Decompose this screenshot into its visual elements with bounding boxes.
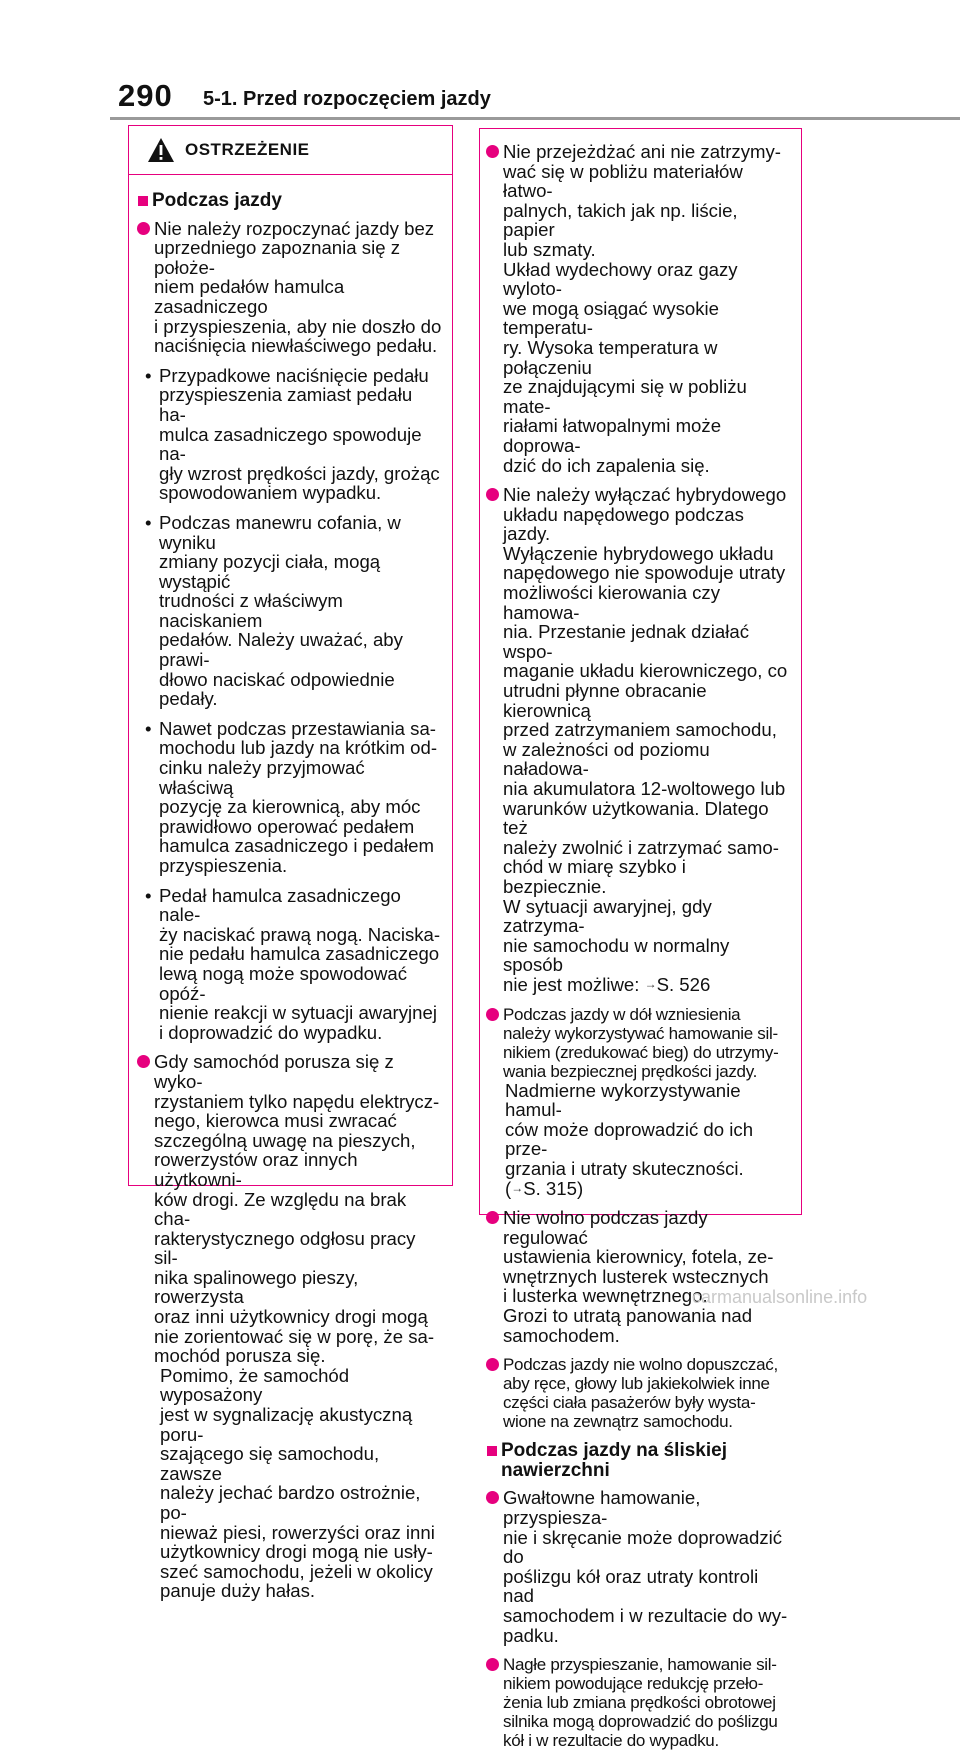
square-marker-icon — [487, 1446, 497, 1456]
bullet-dot-icon — [486, 1658, 499, 1671]
bullet-dot-icon — [486, 1358, 499, 1371]
list-item — [486, 1208, 793, 1345]
square-marker-icon — [138, 196, 148, 206]
list-item — [486, 485, 793, 994]
list-item — [137, 219, 444, 356]
list-item-text: Gwałtowne hamowanie, przyspiesza- nie i skręcanie może doprowadzić do poślizgu kół oraz utraty kontroli nad samochodem i w rezultacie do wy- padku. — [503, 1487, 788, 1646]
list-item-text: Nie wolno podczas jazdy regulować ustawienia kierownicy, fotela, ze- wnętrznych lusterek wstecznych i lusterka wewnętrznego. — [503, 1207, 774, 1307]
page-reference-link[interactable]: S. 315) — [523, 1177, 584, 1199]
sub-list-item-text: Pedał hamulca zasadniczego nale- ży naciskać prawą nogą. Naciska- nie pedału hamulca zasadniczego lewą nogą może spowodować opóź- nienie reakcji w sytuacji awaryjnej i doprowadzić do wypadku. — [159, 884, 441, 1043]
warning-triangle-icon — [147, 137, 175, 163]
page-reference — [505, 1179, 793, 1199]
watermark: carmanualsonline.info — [692, 1287, 868, 1307]
bullet-dot-icon — [137, 1055, 150, 1068]
bullet-dot-icon — [137, 222, 150, 235]
sub-list-item — [145, 719, 444, 876]
section-title: 5-1. Przed rozpoczęciem jazdy — [203, 88, 491, 110]
list-item-text: Podczas jazdy nie wolno dopuszczać, aby ręce, głowy lub jakiekolwiek inne części ciała pasażerów były wysta- wione na zewnątrz samochodu. — [503, 1355, 778, 1432]
sub-list-item-text: Przypadkowe naciśnięcie pedału przyspieszenia zamiast pedału ha- mulca zasadniczego spowoduje na- gły wzrost prędkości jazdy, grożąc spowodowaniem wypadku. — [159, 364, 440, 504]
warning-title: OSTRZEŻENIE — [185, 140, 310, 160]
list-item-text: Nie przejeżdżać ani nie zatrzymy- wać się w pobliżu materiałów łatwo- palnych, takich jak np. liście, papier lub szmaty. Układ wydechowy oraz gazy wyloto- we mogą osiągać wysokie temperatu- ry. Wysoka temperatura w połączeniu ze znajdującymi się w pobliżu mate- riałami łatwopalnymi może doprowa- dzić do ich zapalenia się. — [503, 141, 781, 476]
list-item-text: Gdy samochód porusza się z wyko- rzystaniem tylko napędu elektrycz- nego, kierowca musi zwracać szczególną uwagę na pieszych, rowerzystów oraz innych użytkowni- ków drogi. Ze względu na brak cha- rakterystycznego odgłosu pracy sil- nika spalinowego pieszy, rowerzysta oraz inni użytkownicy drogi mogą nie zorientować się w porę, że sa- mochód porusza się. — [154, 1051, 440, 1367]
list-item-text: Nagłe przyspieszanie, hamowanie sil- nikiem powodujące redukcję przeło- żenia lub zmiana prędkości obrotowej silnika mogą doprowadzić do poślizgu kół i w rezultacie do wypadku. — [503, 1655, 778, 1750]
list-item-body: Nie należy wyłączać hybrydowego układu napędowego podczas jazdy. Wyłączenie hybrydowego układu napędowego nie spowoduje utraty możliwości kierowania czy hamowa- nia. Przestanie jednak działać wspo- maganie układu kierowniczego, co utrudni płynne obracanie kierownicą przed zatrzymaniem samochodu, w zależności od poziomu naładowa- nia akumulatora 12-woltowego lub warunków użytkowania. Dlatego też należy zwolnić i zatrzymać samo- chód w miarę szybko i bezpiecznie. W sytuacji awaryjnej, gdy zatrzyma- nie samochodu w normalny sposób nie jest możliwe: — [503, 484, 788, 995]
list-item-text: Podczas jazdy w dół wzniesienia należy wykorzystywać hamowanie sil- nikiem (zredukować bieg) do utrzymy- wania bezpiecznej prędkości jazdy. — [503, 1004, 779, 1081]
sub-list-item — [145, 886, 444, 1043]
header-divider — [110, 117, 960, 120]
page-ref-arrow-icon: → — [644, 976, 657, 991]
bullet-dot-icon — [486, 1008, 499, 1021]
sub-bullet-icon: • — [145, 884, 152, 906]
sub-bullet-icon: • — [145, 511, 152, 533]
bullet-dot-icon — [486, 488, 499, 501]
list-item — [486, 1655, 793, 1750]
bullet-dot-icon — [486, 1491, 499, 1504]
list-item — [486, 142, 793, 475]
list-item-note: Grozi to utratą panowania nad samochodem. — [503, 1305, 753, 1346]
list-item — [137, 1052, 444, 1601]
list-item — [486, 1355, 793, 1431]
list-item-note: Pomimo, że samochód wyposażony jest w sygnalizację akustyczną poru- szającego się samochodu, zawsze należy jechać bardzo ostrożnie, po- nieważ piesi, rowerzyści oraz inni użytkownicy drogi mogą nie usły- szeć samochodu, jeżeli w okolicy panuje duży hałas. — [160, 1364, 435, 1602]
sub-list-item — [145, 366, 444, 503]
list-item-text — [503, 485, 793, 994]
page-reference-link[interactable]: S. 526 — [656, 973, 711, 995]
sub-bullet-icon: • — [145, 717, 152, 739]
list-item — [486, 1005, 793, 1199]
subheading-slippery — [486, 1441, 793, 1480]
warning-header — [129, 126, 452, 175]
sub-bullet-icon: • — [145, 364, 152, 386]
subheading-driving — [137, 191, 444, 211]
bullet-dot-icon — [486, 1211, 499, 1224]
page-ref-arrow-icon: → — [511, 1180, 524, 1195]
warning-box — [128, 125, 453, 1602]
subheading-text: Podczas jazdy — [152, 190, 282, 211]
list-item-note: Nadmierne wykorzystywanie hamul- ców może doprowadzić do ich prze- grzania i utraty skuteczności. — [505, 1079, 754, 1179]
sub-list-item — [145, 513, 444, 709]
sub-list-item-text: Podczas manewru cofania, w wyniku zmiany pozycji ciała, mogą wystąpić trudności z właściwym naciskaniem pedałów. Należy uważać, aby prawi- dłowo naciskać odpowiednie pedały. — [159, 511, 403, 710]
subheading-text: Podczas jazdy na śliskiej nawierzchni — [501, 1440, 727, 1481]
ref-paren: ( — [505, 1177, 512, 1199]
page-number: 290 — [118, 78, 173, 113]
list-item — [486, 1488, 793, 1645]
list-item-text: Nie należy rozpoczynać jazdy bez uprzedniego zapoznania się z położe- niem pedałów hamulca zasadniczego i przyspieszenia, aby nie doszło do naciśnięcia niewłaściwego pedału. — [154, 217, 442, 357]
sub-list-item-text: Nawet podczas przestawiania sa- mochodu lub jazdy na krótkim od- cinku należy przyjmować właściwą pozycję za kierownicą, aby móc prawidłowo operować pedałem hamulca zasadniczego i pedałem przyspieszenia. — [159, 717, 438, 876]
bullet-dot-icon — [486, 145, 499, 158]
